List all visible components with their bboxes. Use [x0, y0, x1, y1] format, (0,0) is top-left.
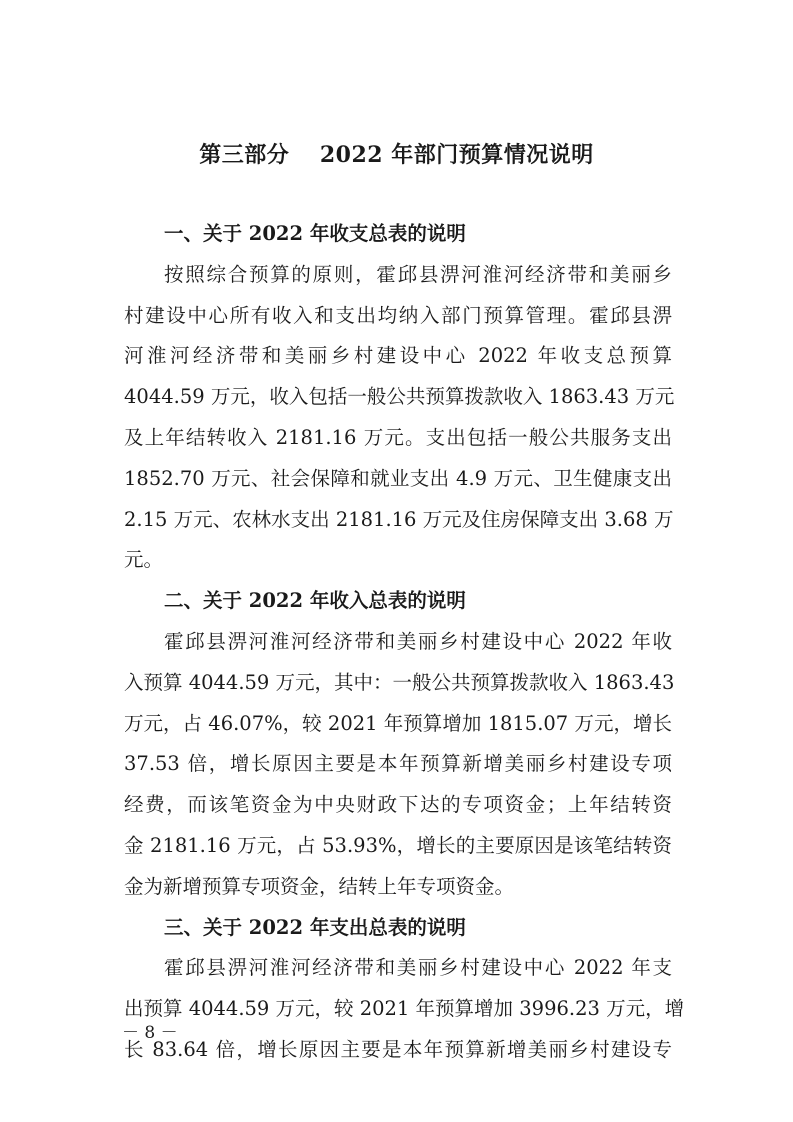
- section-heading: 二、关于 2022 年收入总表的说明: [164, 589, 466, 613]
- section-heading: 三、关于 2022 年支出总表的说明: [164, 915, 466, 939]
- document-body: [124, 214, 685, 1071]
- section-heading: 一、关于 2022 年收支总表的说明: [164, 222, 466, 245]
- paragraph-line: 霍邱县淠河淮河经济带和美丽乡村建设中心 2022 年收: [164, 629, 672, 653]
- page-title: 第三部分 2022 年部门预算情况说明: [199, 142, 594, 168]
- paragraph-line: 按照综合预算的原则，霍邱县淠河淮河经济带和美丽乡: [164, 262, 672, 286]
- paragraph-line: 4044.59 万元，收入包括一般公共预算拨款收入 1863.43 万元: [124, 385, 675, 409]
- paragraph-line: 及上年结转收入 2181.16 万元。支出包括一般公共服务支出: [124, 425, 672, 449]
- page-number: － 8 －: [122, 1023, 178, 1043]
- paragraph-line: 长 83.64 倍，增长原因主要是本年预算新增美丽乡村建设专: [124, 1037, 672, 1061]
- paragraph-line: 河淮河经济带和美丽乡村建设中心 2022 年收支总预算: [124, 344, 672, 368]
- paragraph-line: 元。: [124, 548, 164, 572]
- paragraph-line: 出预算 4044.59 万元，较 2021 年预算增加 3996.23 万元，增: [124, 997, 685, 1021]
- paragraph-line: 金 2181.16 万元，占 53.93%，增长的主要原因是该笔结转资: [124, 833, 672, 857]
- paragraph-line: 1852.70 万元、社会保障和就业支出 4.9 万元、卫生健康支出: [124, 466, 672, 490]
- paragraph-line: 村建设中心所有收入和支出均纳入部门预算管理。霍邱县淠: [124, 303, 672, 327]
- paragraph-line: 霍邱县淠河淮河经济带和美丽乡村建设中心 2022 年支: [164, 956, 672, 980]
- paragraph-line: 万元，占 46.07%，较 2021 年预算增加 1815.07 万元，增长: [124, 711, 672, 735]
- paragraph-line: 经费，而该笔资金为中央财政下达的专项资金；上年结转资: [124, 793, 672, 817]
- paragraph-line: 入预算 4044.59 万元，其中：一般公共预算拨款收入 1863.43: [124, 670, 675, 694]
- paragraph-line: 金为新增预算专项资金，结转上年专项资金。: [124, 874, 515, 898]
- paragraph-line: 37.53 倍，增长原因主要是本年预算新增美丽乡村建设专项: [124, 752, 672, 776]
- paragraph-line: 2.15 万元、农林水支出 2181.16 万元及住房保障支出 3.68 万: [124, 507, 674, 531]
